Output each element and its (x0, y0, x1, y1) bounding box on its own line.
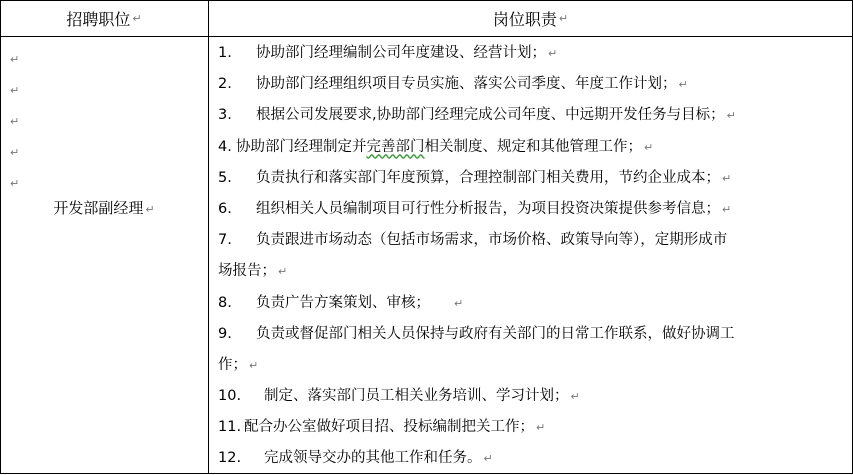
empty-paragraph-marks (10, 44, 19, 199)
duty-text: 协助部门经理组织项目专员实施、落实公司季度、年度工作计划； (256, 76, 677, 93)
duty-text: 完成领导交办的其他工作和任务。 (264, 450, 482, 467)
duty-number: 1. (218, 45, 232, 61)
duty-number: 2. (218, 76, 232, 93)
duty-item (218, 381, 846, 412)
duty-text: 制定、落实部门员工相关业务培训、学习计划； (264, 388, 569, 405)
paragraph-mark-icon: ↵ (644, 140, 654, 154)
duty-item (218, 132, 846, 163)
duty-item (218, 69, 846, 100)
paragraph-mark-icon: ↵ (548, 47, 558, 60)
paragraph-mark-icon: ↵ (10, 53, 20, 66)
duty-text: 协助部门经理制定并 (236, 138, 367, 155)
duty-text: 配合办公室做好项目招、投标编制把关工作； (244, 419, 534, 436)
duty-number: 6. (218, 200, 232, 217)
paragraph-mark-icon: ↵ (10, 115, 20, 128)
paragraph-mark-icon: ↵ (278, 265, 288, 279)
paragraph-mark-icon: ↵ (249, 358, 259, 372)
duty-item-continuation (218, 256, 846, 287)
duty-item (218, 412, 846, 443)
duty-item (218, 288, 846, 319)
table-border-left (0, 0, 1, 474)
duty-text: 场报告； (218, 263, 276, 280)
duty-item (218, 100, 846, 131)
duty-item (218, 163, 846, 194)
duty-number: 5. (218, 169, 232, 186)
duty-text: 协助部门经理编制公司年度建设、经营计划； (256, 45, 546, 61)
duty-item (218, 194, 846, 225)
paragraph-mark-icon: ↵ (678, 78, 688, 92)
duty-number: 8. (218, 294, 232, 311)
duty-number: 7. (218, 232, 232, 249)
paragraph-mark-icon: ↵ (722, 171, 732, 185)
duty-text: 负责或督促部门相关人员保持与政府有关部门的日常工作联系，做好协调工 (256, 325, 735, 342)
duty-number: 10. (218, 388, 242, 405)
paragraph-mark-icon: ↵ (145, 203, 155, 216)
duty-item (218, 225, 846, 256)
paragraph-mark-icon: ↵ (722, 202, 732, 216)
paragraph-mark-icon: ↵ (454, 296, 464, 310)
paragraph-mark-icon: ↵ (570, 390, 580, 404)
duty-text: 组织相关人员编制项目可行性分析报告，为项目投资决策提供参考信息； (256, 200, 720, 217)
header-divider (0, 36, 853, 37)
duty-text: 负责执行和落实部门年度预算，合理控制部门相关费用，节约企业成本； (256, 169, 720, 186)
paragraph-mark-icon: ↵ (10, 146, 20, 159)
duty-text: 根据公司发展要求,协助部门经理完成公司年度、中远期开发任务与目标； (256, 107, 725, 124)
duty-item (218, 38, 846, 69)
duty-text: 负责广告方案策划、审核； (256, 294, 430, 311)
duty-item (218, 319, 846, 350)
duty-number: 9. (218, 325, 232, 342)
duty-text: 负责跟进市场动态（包括市场需求，市场价格、政策导向等），定期形成市 (256, 232, 728, 249)
duty-text: 相关制度、规定和其他管理工作； (424, 138, 642, 155)
role-label: 开发部副经理 (53, 199, 144, 217)
header-position-label: 招聘职位 (66, 9, 131, 29)
duty-text-grammar-flag: 完善部门 (366, 138, 425, 155)
duty-number: 4. (218, 138, 232, 155)
paragraph-mark-icon: ↵ (536, 421, 546, 435)
column-divider (208, 0, 209, 474)
header-duties-label: 岗位职责 (492, 9, 557, 29)
paragraph-mark-icon: ↵ (483, 452, 493, 466)
role-cell (0, 196, 208, 220)
duty-number: 11. (218, 419, 242, 436)
duty-number: 12. (218, 450, 242, 467)
paragraph-mark-icon: ↵ (10, 177, 20, 190)
header-cell-duties (209, 0, 852, 36)
header-cell-position (0, 0, 208, 36)
paragraph-mark-icon: ↵ (132, 11, 142, 25)
duty-item (218, 443, 846, 474)
duty-item-continuation (218, 350, 846, 381)
paragraph-mark-icon: ↵ (558, 11, 569, 25)
paragraph-mark-icon: ↵ (726, 109, 736, 123)
duty-number: 3. (218, 107, 232, 124)
paragraph-mark-icon: ↵ (10, 84, 20, 97)
duty-text: 作； (218, 356, 247, 373)
duties-list (218, 38, 846, 475)
